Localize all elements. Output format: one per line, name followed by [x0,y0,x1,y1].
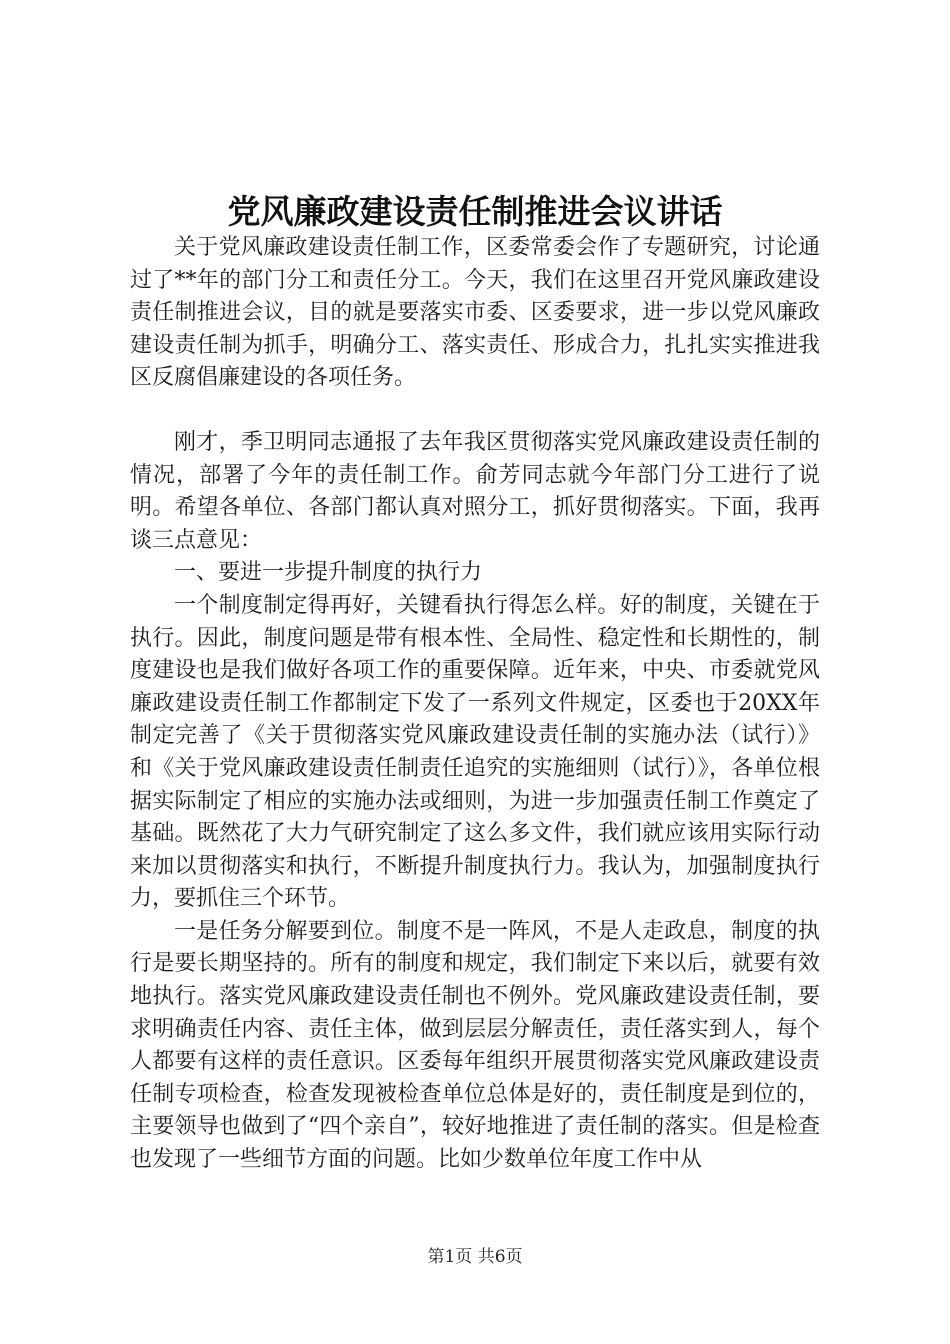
paragraph-report: 刚才，季卫明同志通报了去年我区贯彻落实党风廉政建设责任制的情况，部署了今年的责任制工作。俞芳同志就今年部门分工进行了说明。希望各单位、各部门都认真对照分工，抓好贯彻落实。下面，我再谈三点意见： [130,429,820,553]
section-heading-1: 一、要进一步提升制度的执行力 [174,560,483,586]
document-body [130,232,820,1177]
paragraph-task-breakdown: 一是任务分解要到位。制度不是一阵风，不是人走政息，制度的执行是要长期坚持的。所有的制度和规定，我们制定下来以后，就要有效地执行。落实党风廉政建设责任制也不例外。党风廉政建设责任制，要求明确责任内容、责任主体，做到层层分解责任，责任落实到人，每个人都要有这样的责任意识。区委每年组织开展贯彻落实党风廉政建设责任制专项检查，检查发现被检查单位总体是好的，责任制度是到位的，主要领导也做到了“四个亲自”，较好地推进了责任制的落实。但是检查也发现了一些细节方面的问题。比如少数单位年度工作中从 [130,918,820,1173]
paragraph-intro: 关于党风廉政建设责任制工作，区委常委会作了专题研究，讨论通过了**年的部门分工和责任分工。今天，我们在这里召开党风廉政建设责任制推进会议，目的就是要落实市委、区委要求，进一步以党风廉政建设责任制为抓手，明确分工、落实责任、形成合力，扎扎实实推进我区反腐倡廉建设的各项任务。 [130,235,820,391]
document-title: 党风廉政建设责任制推进会议讲话 [227,192,723,231]
paragraph-execution: 一个制度制定得再好，关键看执行得怎么样。好的制度，关键在于执行。因此，制度问题是带有根本性、全局性、稳定性和长期性的，制度建设也是我们做好各项工作的重要保障。近年来，中央、市委就党风廉政建设责任制工作都制定下发了一系列文件规定，区委也于20XX年制定完善了《关于贯彻落实党风廉政建设责任制的实施办法（试行）》和《关于党风廉政建设责任制责任追究的实施细则（试行）》，各单位根据实际制定了相应的实施办法或细则，为进一步加强责任制工作奠定了基础。既然花了大力气研究制定了这么多文件，我们就应该用实际行动来加以贯彻落实和执行，不断提升制度执行力。我认为，加强制度执行力，要抓住三个环节。 [130,592,820,912]
page-number: 第1页 共6页 [427,1247,523,1267]
